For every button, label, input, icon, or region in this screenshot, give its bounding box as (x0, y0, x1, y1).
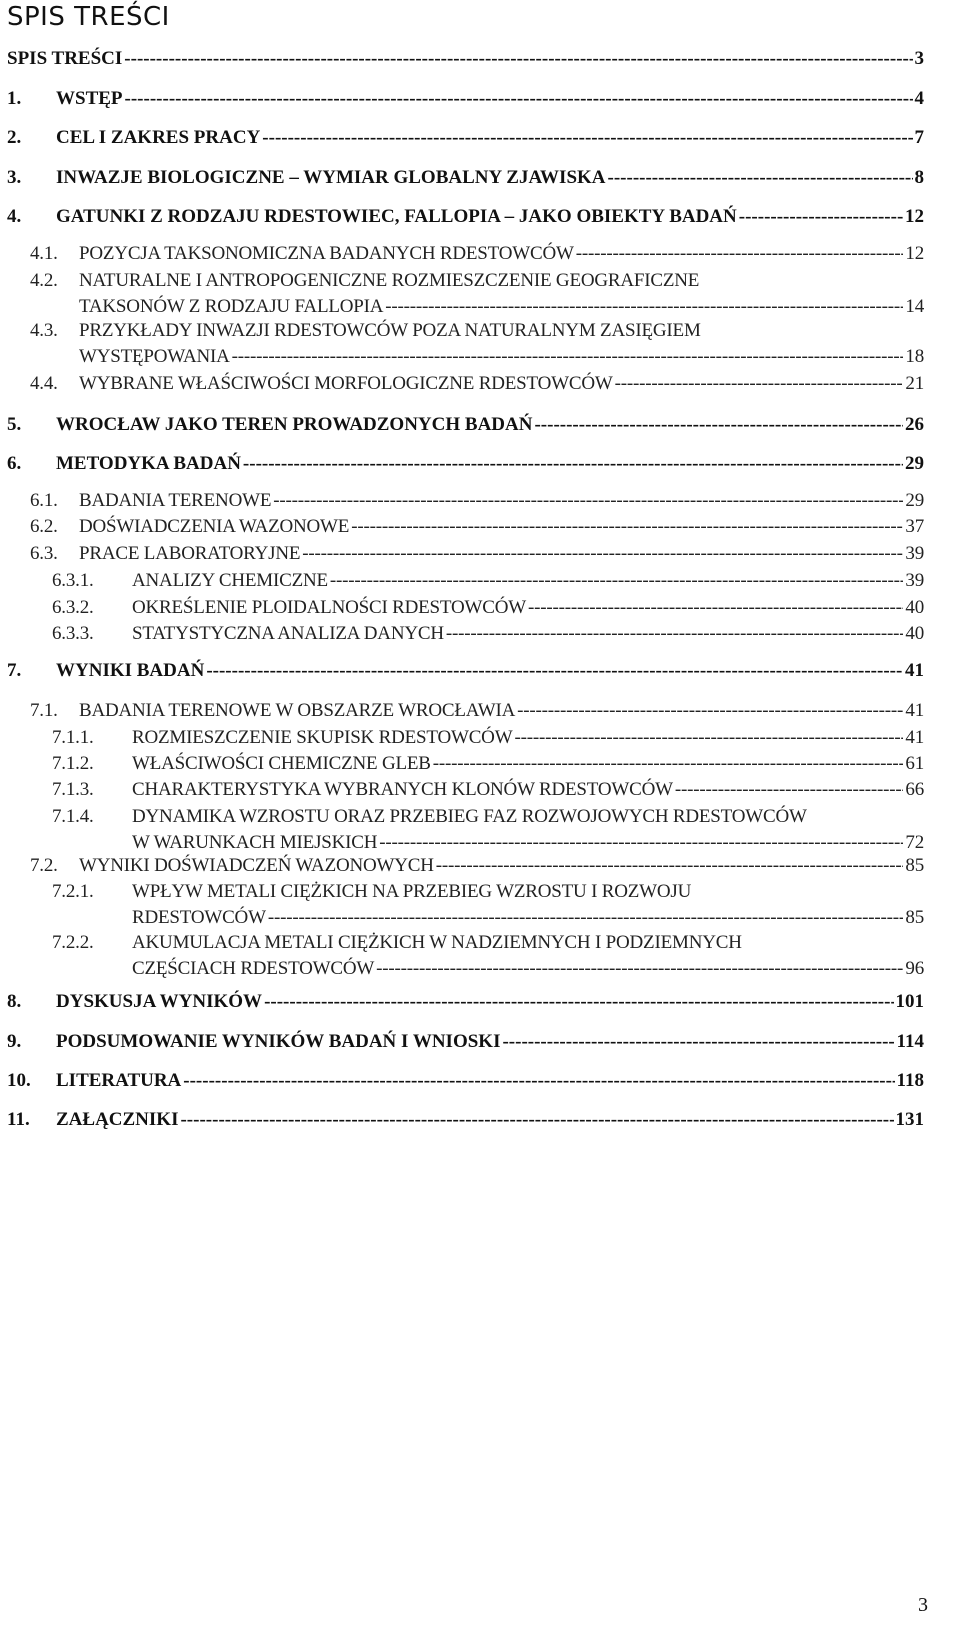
toc-entry-number: 2. (7, 127, 22, 148)
toc-entry-page: 12 (905, 206, 924, 227)
toc-entry[interactable] (7, 1031, 924, 1053)
toc-entry-continuation[interactable] (79, 346, 924, 368)
toc-entry[interactable] (7, 127, 924, 149)
toc-entry-title: NATURALNE I ANTROPOGENICZNE ROZMIESZCZENIE GEOGRAFICZNE (79, 270, 700, 291)
toc-entry-number: 6.3.1. (52, 570, 94, 591)
toc-leader-dashes (608, 167, 913, 189)
toc-entry-page: 85 (905, 907, 924, 928)
toc-entry[interactable] (7, 206, 924, 228)
toc-entry[interactable] (7, 660, 924, 682)
toc-entry-page: 12 (905, 243, 924, 264)
toc-entry-title: METODYKA BADAŃ (56, 453, 241, 474)
toc-entry[interactable] (30, 516, 924, 538)
toc-entry[interactable] (30, 320, 924, 342)
toc-entry-number: 7.1.4. (52, 806, 94, 827)
toc-entry-number: 6.3.2. (52, 597, 94, 618)
toc-entry-title: WYNIKI DOŚWIADCZEŃ WAZONOWYCH (79, 855, 434, 876)
toc-entry-title: PRZYKŁADY INWAZJI RDESTOWCÓW POZA NATURALNYM ZASIĘGIEM (79, 320, 701, 341)
toc-leader-dashes (739, 206, 903, 228)
toc-entry-number: 4.2. (30, 270, 58, 291)
toc-entry[interactable] (52, 932, 924, 954)
toc-entry-title: DYNAMIKA WZROSTU ORAZ PRZEBIEG FAZ ROZWOJOWYCH RDESTOWCÓW (132, 806, 807, 827)
toc-entry-number: 3. (7, 167, 22, 188)
toc-entry-page: 4 (914, 88, 924, 109)
toc-entry-title: AKUMULACJA METALI CIĘŻKICH W NADZIEMNYCH I PODZIEMNYCH (132, 932, 742, 953)
toc-entry[interactable] (52, 753, 924, 775)
toc-entry[interactable] (7, 414, 924, 436)
toc-leader-dashes (302, 543, 903, 565)
toc-entry-title: DYSKUSJA WYNIKÓW (56, 991, 263, 1012)
toc-entry[interactable] (52, 727, 924, 749)
toc-leader-dashes (273, 490, 903, 512)
toc-leader-dashes (268, 907, 904, 929)
toc-entry-page: 39 (905, 570, 924, 591)
toc-entry-title: SPIS TREŚCI (7, 48, 123, 69)
toc-entry-page: 41 (905, 700, 924, 721)
toc-entry-page: 114 (896, 1031, 924, 1052)
toc-entry-continuation[interactable] (132, 907, 924, 929)
toc-entry-number: 7.2. (30, 855, 58, 876)
toc-entry-continuation[interactable] (79, 296, 924, 318)
toc-entry[interactable] (7, 991, 924, 1013)
toc-entry[interactable] (30, 243, 924, 265)
toc-entry-page: 29 (905, 490, 924, 511)
toc-leader-dashes (576, 243, 904, 265)
toc-entry-title: PRACE LABORATORYJNE (79, 543, 301, 564)
toc-entry-page: 3 (914, 48, 924, 69)
toc-entry-page: 18 (905, 346, 924, 367)
toc-entry[interactable] (30, 490, 924, 512)
toc-entry-title: ZAŁĄCZNIKI (56, 1109, 179, 1130)
toc-leader-dashes (379, 832, 903, 854)
toc-entry-page: 61 (905, 753, 924, 774)
toc-leader-dashes (183, 1070, 894, 1092)
toc-leader-dashes (376, 958, 903, 980)
toc-entry-page: 26 (905, 414, 924, 435)
toc-entry-number: 7.1.2. (52, 753, 94, 774)
toc-entry-number: 10. (7, 1070, 31, 1091)
toc-leader-dashes (446, 623, 904, 645)
toc-entry-page: 8 (914, 167, 924, 188)
toc-entry-page: 7 (914, 127, 924, 148)
toc-entry-number: 7.2.2. (52, 932, 94, 953)
toc-entry-page: 37 (905, 516, 924, 537)
toc-entry[interactable] (52, 806, 924, 828)
toc-leader-dashes (514, 727, 903, 749)
toc-entry-title: CEL I ZAKRES PRACY (56, 127, 261, 148)
toc-leader-dashes (675, 779, 904, 801)
toc-leader-dashes (385, 296, 903, 318)
toc-entry-title: WŁAŚCIWOŚCI CHEMICZNE GLEB (132, 753, 431, 774)
toc-leader-dashes (436, 855, 904, 877)
toc-entry-title: CZĘŚCIACH RDESTOWCÓW (132, 958, 375, 979)
toc-entry-page: 40 (905, 597, 924, 618)
toc-entry-number: 7.1.1. (52, 727, 94, 748)
toc-entry-title: LITERATURA (56, 1070, 182, 1091)
toc-entry-number: 8. (7, 991, 22, 1012)
toc-entry-page: 40 (905, 623, 924, 644)
toc-leader-dashes (206, 660, 903, 682)
toc-leader-dashes (534, 414, 903, 436)
toc-entry[interactable] (7, 48, 924, 70)
toc-entry[interactable] (7, 167, 924, 189)
toc-entry[interactable] (30, 855, 924, 877)
toc-entry-title: WROCŁAW JAKO TEREN PROWADZONYCH BADAŃ (56, 414, 533, 435)
toc-entry-continuation[interactable] (132, 832, 924, 854)
toc-leader-dashes (528, 597, 903, 619)
toc-entry[interactable] (7, 88, 924, 110)
toc-entry-title: W WARUNKACH MIEJSKICH (132, 832, 378, 853)
page-number: 3 (918, 1594, 928, 1616)
toc-entry-title: GATUNKI Z RODZAJU RDESTOWIEC, FALLOPIA – JAKO OBIEKTY BADAŃ (56, 206, 737, 227)
toc-entry-page: 41 (905, 727, 924, 748)
toc-entry[interactable] (52, 779, 924, 801)
toc-entry-title: CHARAKTERYSTYKA WYBRANYCH KLONÓW RDESTOWCÓW (132, 779, 673, 800)
toc-entry-title: ROZMIESZCZENIE SKUPISK RDESTOWCÓW (132, 727, 513, 748)
toc-leader-dashes (180, 1109, 893, 1131)
toc-entry-title: WYBRANE WŁAŚCIWOŚCI MORFOLOGICZNE RDESTOWCÓW (79, 373, 613, 394)
toc-entry-title: WYSTĘPOWANIA (79, 346, 230, 367)
toc-leader-dashes (262, 127, 912, 149)
toc-entry-number: 6.3.3. (52, 623, 94, 644)
toc-entry-title: WPŁYW METALI CIĘŻKICH NA PRZEBIEG WZROSTU I ROZWOJU (132, 881, 692, 902)
toc-entry-title: TAKSONÓW Z RODZAJU FALLOPIA (79, 296, 384, 317)
toc-entry-number: 6.2. (30, 516, 58, 537)
toc-entry-number: 6. (7, 453, 22, 474)
toc-leader-dashes (351, 516, 903, 538)
toc-entry-number: 9. (7, 1031, 22, 1052)
toc-entry-number: 6.1. (30, 490, 58, 511)
toc-entry-page: 85 (905, 855, 924, 876)
toc-entry-number: 7.2.1. (52, 881, 94, 902)
toc-leader-dashes (232, 346, 904, 368)
toc-entry[interactable] (52, 623, 924, 645)
toc-entry-title: WSTĘP (56, 88, 123, 109)
toc-entry-number: 7.1. (30, 700, 58, 721)
toc-leader-dashes (124, 48, 912, 70)
toc-entry-number: 4.3. (30, 320, 58, 341)
toc-entry-page: 66 (905, 779, 924, 800)
toc-entry-title: RDESTOWCÓW (132, 907, 266, 928)
toc-entry-number: 4.4. (30, 373, 58, 394)
toc-entry[interactable] (30, 700, 924, 722)
toc-leader-dashes (433, 753, 904, 775)
toc-entry-number: 7.1.3. (52, 779, 94, 800)
toc-leader-dashes (615, 373, 904, 395)
toc-leader-dashes (502, 1031, 894, 1053)
toc-entry-title: BADANIA TERENOWE (79, 490, 272, 511)
toc-entry-page: 96 (905, 958, 924, 979)
toc-entry-number: 11. (7, 1109, 30, 1130)
toc-entry-title: WYNIKI BADAŃ (56, 660, 205, 681)
toc-leader-dashes (517, 700, 903, 722)
toc-leader-dashes (264, 991, 893, 1013)
toc-leader-dashes (125, 88, 913, 110)
toc-entry-page: 72 (905, 832, 924, 853)
toc-entry[interactable] (7, 1070, 924, 1092)
toc-entry[interactable] (30, 373, 924, 395)
toc-entry-page: 101 (895, 991, 924, 1012)
toc-entry-page: 29 (905, 453, 924, 474)
toc-entry-page: 39 (905, 543, 924, 564)
toc-entry-number: 5. (7, 414, 22, 435)
toc-entry-title: PODSUMOWANIE WYNIKÓW BADAŃ I WNIOSKI (56, 1031, 501, 1052)
toc-entry[interactable] (52, 881, 924, 903)
toc-entry-number: 1. (7, 88, 22, 109)
toc-entry[interactable] (52, 570, 924, 592)
toc-entry-page: 131 (895, 1109, 924, 1130)
toc-entry[interactable] (7, 453, 924, 475)
toc-entry-number: 7. (7, 660, 22, 681)
toc-entry-page: 21 (905, 373, 924, 394)
toc-entry-page: 118 (896, 1070, 924, 1091)
toc-entry-page: 14 (905, 296, 924, 317)
toc-entry-title: DOŚWIADCZENIA WAZONOWE (79, 516, 350, 537)
toc-entry-title: BADANIA TERENOWE W OBSZARZE WROCŁAWIA (79, 700, 516, 721)
toc-entry[interactable] (30, 270, 924, 292)
toc-entry-number: 6.3. (30, 543, 58, 564)
toc-entry-title: STATYSTYCZNA ANALIZA DANYCH (132, 623, 444, 644)
toc-entry[interactable] (52, 597, 924, 619)
toc-entry-title: INWAZJE BIOLOGICZNE – WYMIAR GLOBALNY ZJAWISKA (56, 167, 606, 188)
toc-entry[interactable] (30, 543, 924, 565)
toc-entry-page: 41 (905, 660, 924, 681)
toc-entry-continuation[interactable] (132, 958, 924, 980)
toc-entry[interactable] (7, 1109, 924, 1131)
toc-entry-title: POZYCJA TAKSONOMICZNA BADANYCH RDESTOWCÓW (79, 243, 574, 264)
toc-entry-title: OKREŚLENIE PLOIDALNOŚCI RDESTOWCÓW (132, 597, 526, 618)
toc-entry-title: ANALIZY CHEMICZNE (132, 570, 328, 591)
page-heading: SPIS TREŚCI (7, 2, 170, 32)
toc-entry-number: 4. (7, 206, 22, 227)
toc-entry-number: 4.1. (30, 243, 58, 264)
toc-leader-dashes (330, 570, 903, 592)
toc-leader-dashes (243, 453, 903, 475)
